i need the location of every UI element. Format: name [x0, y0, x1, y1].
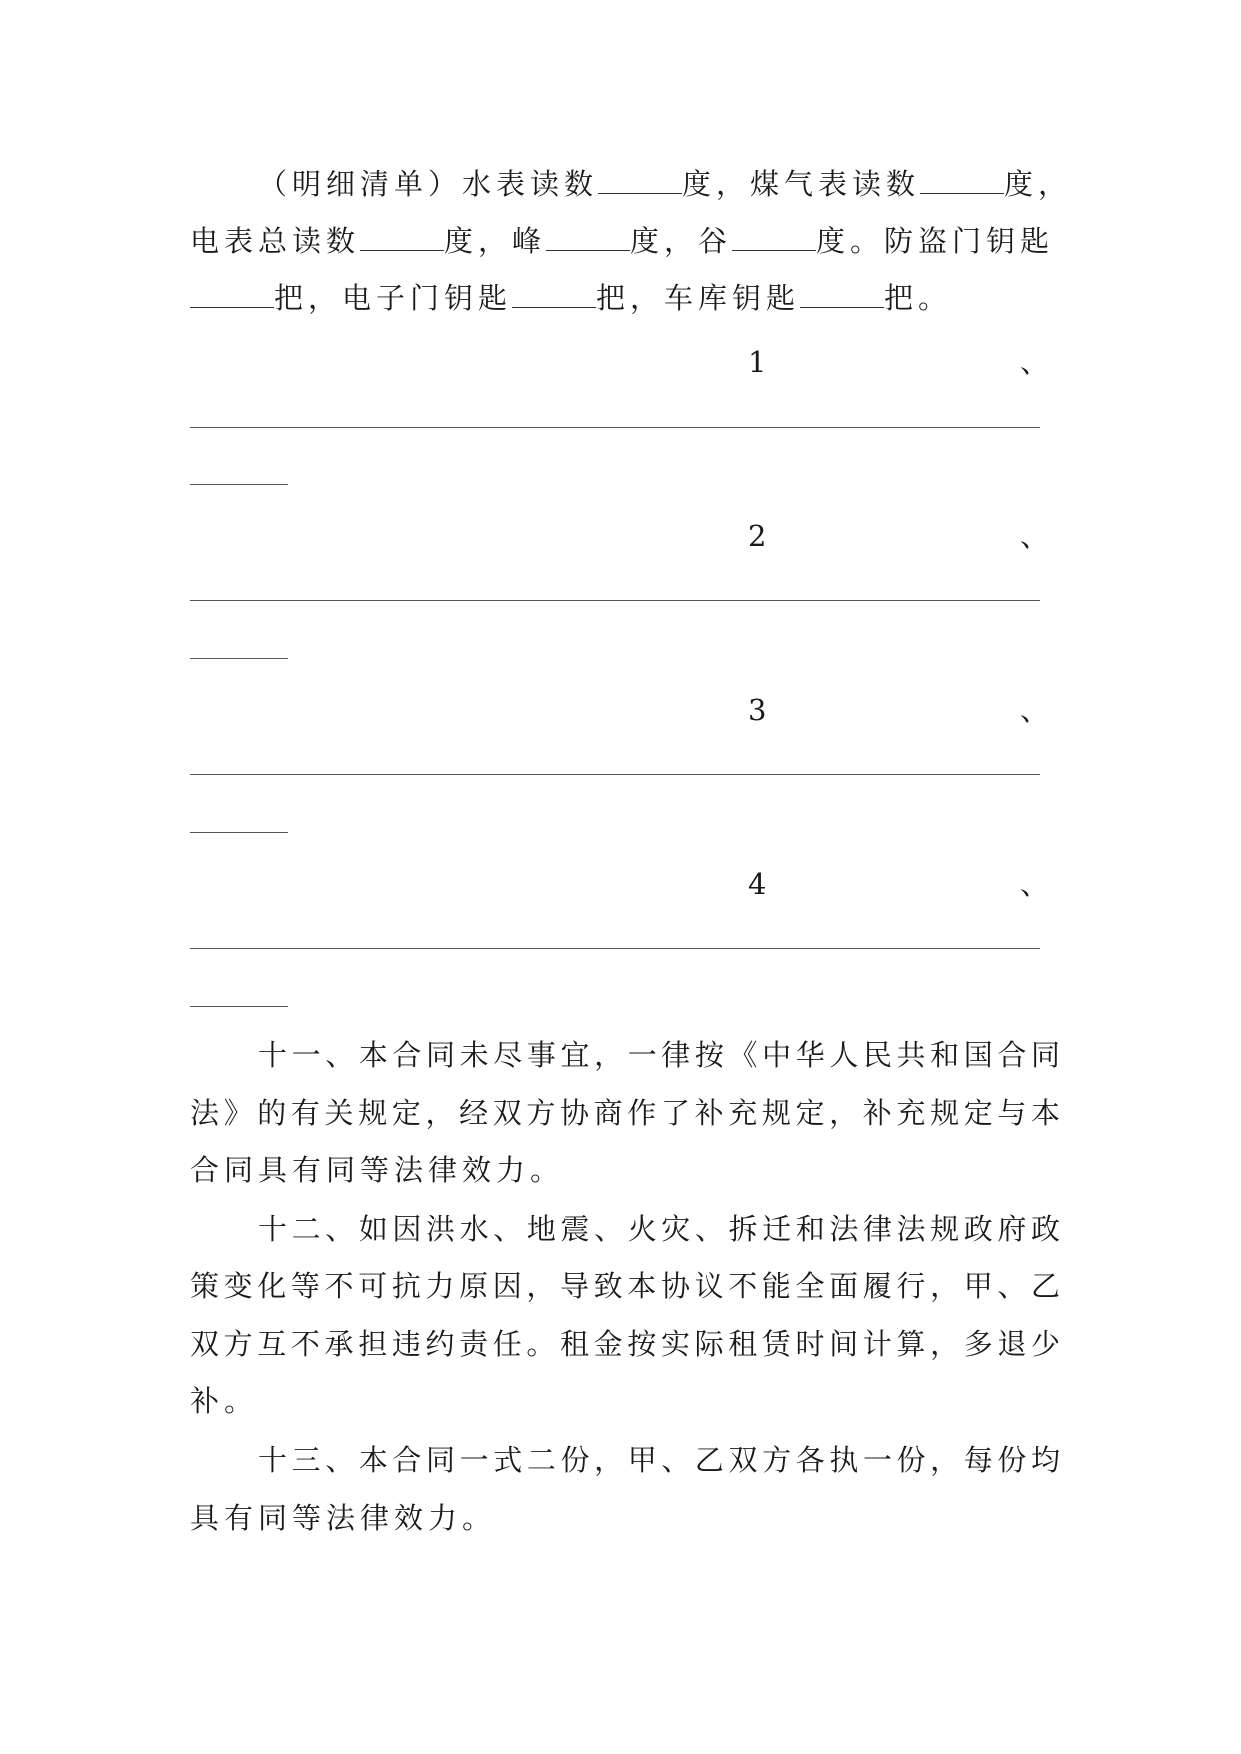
item-separator: 、: [1020, 345, 1050, 379]
water-meter-blank[interactable]: [598, 167, 682, 194]
detail-text: 度，峰: [444, 224, 547, 258]
clause-12-line-3: 双方互不承担违约责任。租金按实际租赁时间计算，多退少: [190, 1327, 1060, 1361]
item-number: 4: [748, 867, 767, 901]
detail-text: （明细清单）水表读数: [258, 167, 599, 201]
item-4-fill-line-end[interactable]: [190, 1006, 288, 1007]
electric-peak-blank[interactable]: [546, 224, 630, 251]
list-item-4: [190, 864, 1060, 904]
clause-12-line-2: 策变化等不可抗力原因，导致本协议不能全面履行，甲、乙: [190, 1269, 1060, 1303]
list-item-1: [190, 342, 1060, 382]
electric-valley-blank[interactable]: [732, 224, 816, 251]
garage-key-blank[interactable]: [800, 281, 884, 308]
item-4-fill-line[interactable]: [190, 948, 1040, 949]
gas-meter-blank[interactable]: [920, 167, 1004, 194]
detail-line-2: [190, 221, 1060, 261]
detail-text: 把，车库钥匙: [596, 281, 801, 315]
detail-text: 把。: [884, 281, 953, 315]
item-1-fill-line[interactable]: [190, 427, 1040, 428]
item-number: 3: [748, 693, 767, 727]
item-2-fill-line[interactable]: [190, 600, 1040, 601]
detail-line-3: [190, 278, 1060, 318]
detail-line-1: [258, 164, 1073, 204]
detail-text: 把，电子门钥匙: [274, 281, 513, 315]
detail-text: 度。防盗门钥匙: [816, 224, 1055, 258]
list-item-2: [190, 516, 1060, 556]
list-item-3: [190, 690, 1060, 730]
item-separator: 、: [1020, 519, 1050, 553]
item-3-fill-line-end[interactable]: [190, 832, 288, 833]
item-1-fill-line-end[interactable]: [190, 484, 288, 485]
clause-12-line-4: 补。: [190, 1384, 259, 1418]
detail-text: 电表总读数: [190, 224, 361, 258]
security-door-key-blank[interactable]: [190, 281, 274, 308]
detail-text: 度，谷: [630, 224, 733, 258]
electronic-door-key-blank[interactable]: [512, 281, 596, 308]
detail-text: 度，煤气表读数: [682, 167, 921, 201]
item-separator: 、: [1020, 693, 1050, 727]
clause-11-line-2: 法》的有关规定，经双方协商作了补充规定，补充规定与本: [190, 1096, 1060, 1130]
item-number: 2: [748, 519, 767, 553]
detail-text: 度，: [1004, 167, 1073, 201]
clause-13-line-2: 具有同等法律效力。: [190, 1501, 497, 1535]
item-separator: 、: [1020, 867, 1050, 901]
clause-11-line-1: 十一、本合同未尽事宜，一律按《中华人民共和国合同: [258, 1038, 1060, 1072]
clause-11-line-3: 合同具有同等法律效力。: [190, 1153, 565, 1187]
clause-13-line-1: 十三、本合同一式二份，甲、乙双方各执一份，每份均: [258, 1443, 1060, 1477]
electric-total-blank[interactable]: [360, 224, 444, 251]
item-number: 1: [748, 345, 767, 379]
clause-12-line-1: 十二、如因洪水、地震、火灾、拆迁和法律法规政府政: [258, 1212, 1060, 1246]
item-2-fill-line-end[interactable]: [190, 658, 288, 659]
item-3-fill-line[interactable]: [190, 774, 1040, 775]
